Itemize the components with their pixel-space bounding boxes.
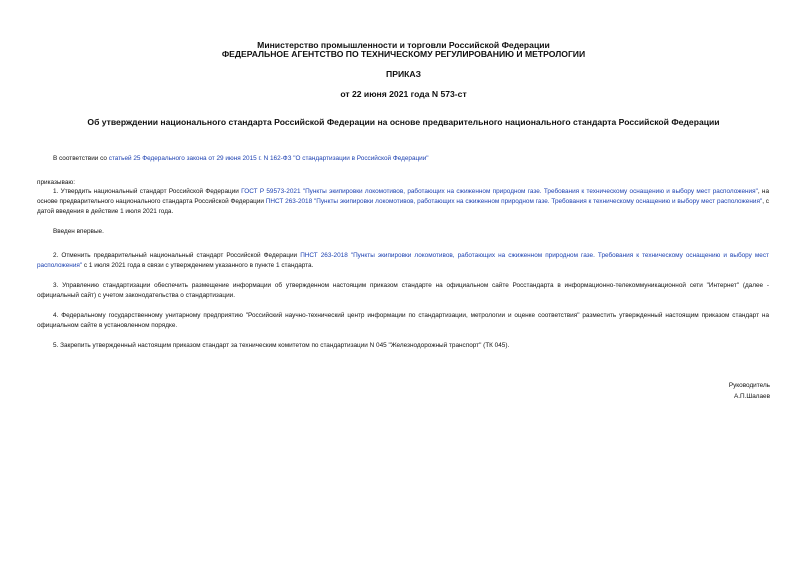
ministry-name: Министерство промышленности и торговли Российской Федерации <box>257 40 550 50</box>
gost-59573-link[interactable]: ГОСТ Р 59573-2021 "Пункты экипировки локомотивов, работающих на сжиженном природном газе. Требования к техническому оснащению и выбору мест расположения" <box>241 188 758 195</box>
pnst-263-link[interactable]: ПНСТ 263-2018 "Пункты экипировки локомотивов, работающих на сжиженном природном газе. Требования к техническому оснащению и выбору мест расположения" <box>265 198 763 205</box>
item-2-paragraph <box>37 251 769 271</box>
item-1-text-middle: , на основе предварительного национального стандарта Российской Федерации <box>37 188 770 205</box>
agency-name: ФЕДЕРАЛЬНОЕ АГЕНТСТВО ПО ТЕХНИЧЕСКОМУ РЕГУЛИРОВАНИЮ И МЕТРОЛОГИИ <box>221 49 586 59</box>
signature-name: А.П.Шалаев <box>733 393 770 400</box>
item-1-text-start: 1. Утвердить национальный стандарт Российской Федерации <box>53 188 242 195</box>
order-date: от 22 июня 2021 года N 573-ст <box>340 89 467 99</box>
intro-paragraph <box>37 154 769 164</box>
item-1-paragraph <box>37 187 769 217</box>
item-2-text-start: 2. Отменить предварительный национальный стандарт Российской Федерации <box>53 252 301 259</box>
federal-law-link[interactable]: статьей 25 Федерального закона от 29 июня 2015 г. N 162-ФЗ "О стандартизации в Российской Федерации" <box>108 155 429 162</box>
pnst-263-cancel-link[interactable]: ПНСТ 263-2018 "Пункты экипировки локомотивов, работающих на сжиженном природном газе. Требования к техническому оснащению и выбору мест расположения" <box>37 252 769 269</box>
vveden-note: Введен впервые. <box>53 228 104 235</box>
order-heading: ПРИКАЗ <box>386 69 421 79</box>
item-3-paragraph: 3. Управлению стандартизации обеспечить размещение информации об утвержденном настоящим приказом стандарте на официальном сайте Росстандарта в информационно-телекоммуникационной сети "Интернет" (далее - официальный сайт) с учетом законодательства о стандартизации. <box>37 282 769 299</box>
intro-text: В соответствии со <box>53 155 109 162</box>
item-5-paragraph: 5. Закрепить утвержденный настоящим приказом стандарт за техническим комитетом по стандартизации N 045 "Железнодорожный транспорт" (ТК 045). <box>53 342 510 349</box>
item-1-text-end: , с датой введения в действие 1 июля 2021 года. <box>37 198 770 215</box>
document-title: Об утверждении национального стандарта Российской Федерации на основе предварительного национального стандарта Российской Федерации <box>87 117 720 127</box>
signature-role: Руководитель <box>728 382 770 389</box>
item-4-paragraph: 4. Федеральному государственному унитарному предприятию "Российский научно-технический центр информации по стандартизации, метрологии и оценке соответствия" разместить утвержденный настоящим приказом стандарт на официальном сайте в установленном порядке. <box>37 312 769 329</box>
prikazyvayu-text: приказываю: <box>37 179 75 186</box>
item-2-text-end: с 1 июля 2021 года в связи с утверждением указанного в пункте 1 стандарта. <box>82 262 314 269</box>
